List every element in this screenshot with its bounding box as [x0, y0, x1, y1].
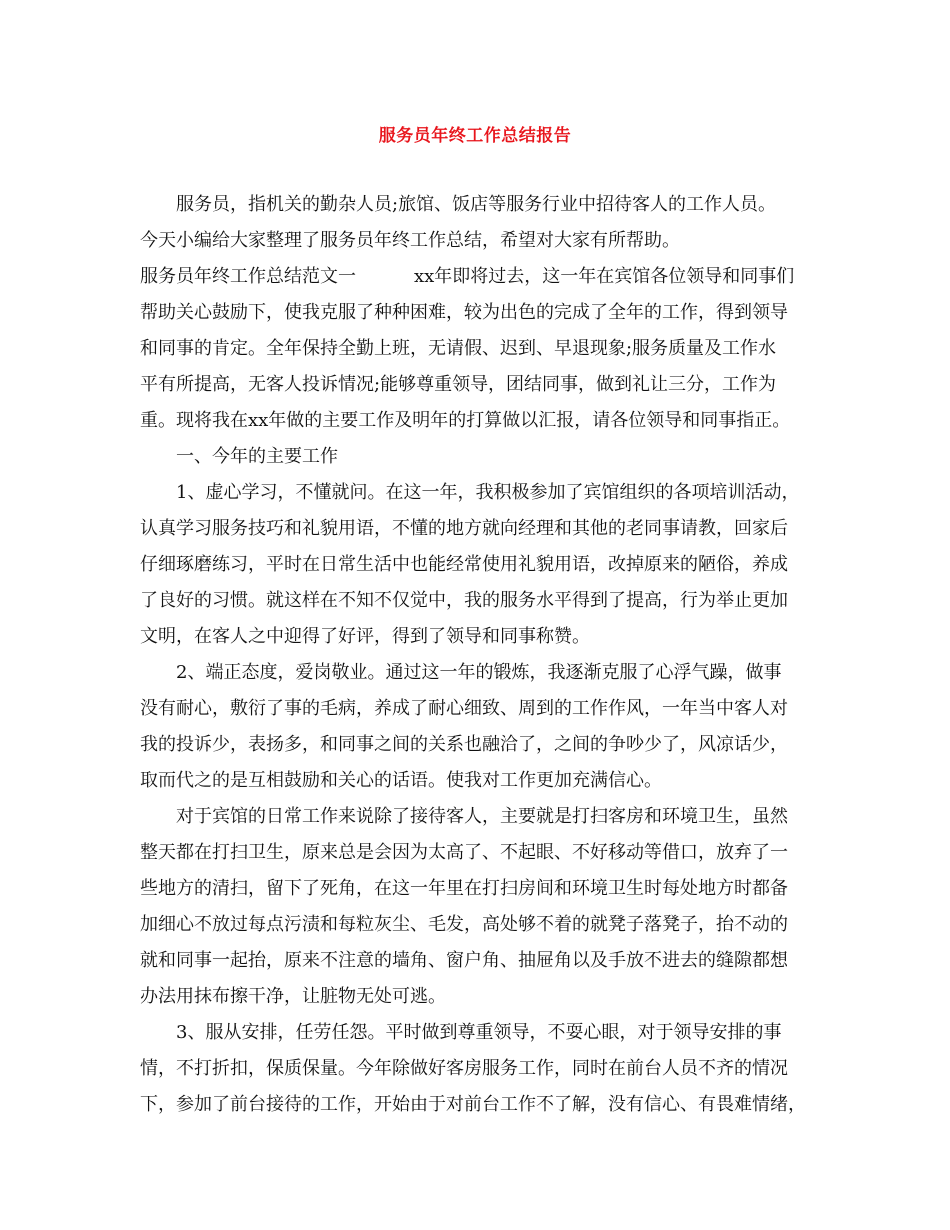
paragraph-line: 和同事的肯定。全年保持全勤上班，无请假、迟到、早退现象;服务质量及工作水 — [140, 338, 777, 359]
paragraph-line: 仔细琢磨练习，平时在日常生活中也能经常使用礼貌用语，改掉原来的陋俗，养成 — [140, 554, 788, 575]
paragraph-line: 重。现将我在xx年做的主要工作及明年的打算做以汇报，请各位领导和同事指正。 — [140, 410, 791, 431]
paragraph-line: 情，不打折扣，保质保量。今年除做好客房服务工作，同时在前台人员不齐的情况 — [140, 1058, 788, 1079]
paragraph-line: 平有所提高，无客人投诉情况;能够尊重领导，团结同事，做到礼让三分，工作为 — [140, 374, 777, 395]
paragraph-line: 服务员，指机关的勤杂人员;旅馆、饭店等服务行业中招待客人的工作人员。 — [176, 194, 777, 215]
paragraph-line: 就和同事一起抬，原来不注意的墙角、窗户角、抽屉角以及手放不进去的缝隙都想 — [140, 950, 788, 971]
document-title: 服务员年终工作总结报告 — [378, 126, 572, 146]
paragraph-line: 我的投诉少，表扬多，和同事之间的关系也融洽了，之间的争吵少了，风凉话少， — [140, 734, 788, 755]
paragraph-line: 今天小编给大家整理了服务员年终工作总结，希望对大家有所帮助。 — [140, 230, 680, 251]
paragraph-line: 些地方的清扫，留下了死角，在这一年里在打扫房间和环境卫生时每处地方时都备 — [140, 878, 788, 899]
paragraph-line: 办法用抹布擦干净，让脏物无处可逃。 — [140, 986, 446, 1007]
section-heading: 服务员年终工作总结范文一 — [140, 266, 356, 287]
paragraph-line — [140, 265, 830, 289]
section-heading: 一、今年的主要工作 — [176, 446, 338, 467]
paragraph-line: 取而代之的是互相鼓励和关心的话语。使我对工作更加充满信心。 — [140, 770, 662, 791]
paragraph-line: 下，参加了前台接待的工作，开始由于对前台工作不了解，没有信心、有畏难情绪， — [140, 1094, 806, 1115]
paragraph-line: 1、虚心学习，不懂就问。在这一年，我积极参加了宾馆组织的各项培训活动， — [176, 482, 800, 503]
paragraph-line: 2、端正态度，爱岗敬业。通过这一年的锻炼，我逐渐克服了心浮气躁，做事 — [176, 662, 782, 683]
paragraph-line: 加细心不放过每点污渍和每粒灰尘、毛发，高处够不着的就凳子落凳子，抬不动的 — [140, 914, 788, 935]
paragraph-text: xx年即将过去，这一年在宾馆各位领导和同事们 — [414, 266, 795, 287]
paragraph-line: 对于宾馆的日常工作来说除了接待客人，主要就是打扫客房和环境卫生，虽然 — [176, 806, 788, 827]
paragraph-line: 了良好的习惯。就这样在不知不仅觉中，我的服务水平得到了提高，行为举止更加 — [140, 590, 788, 611]
paragraph-line: 没有耐心，敷衍了事的毛病，养成了耐心细致、周到的工作作风，一年当中客人对 — [140, 698, 788, 719]
paragraph-line: 3、服从安排，任劳任怨。平时做到尊重领导，不耍心眼，对于领导安排的事 — [176, 1022, 782, 1043]
paragraph-line: 整天都在打扫卫生，原来总是会因为太高了、不起眼、不好移动等借口，放弃了一 — [140, 842, 788, 863]
paragraph-line: 帮助关心鼓励下，使我克服了种种困难，较为出色的完成了全年的工作，得到领导 — [140, 302, 788, 323]
paragraph-line: 文明，在客人之中迎得了好评，得到了领导和同事称赞。 — [140, 626, 590, 647]
paragraph-line: 认真学习服务技巧和礼貌用语，不懂的地方就向经理和其他的老同事请教，回家后 — [140, 518, 788, 539]
